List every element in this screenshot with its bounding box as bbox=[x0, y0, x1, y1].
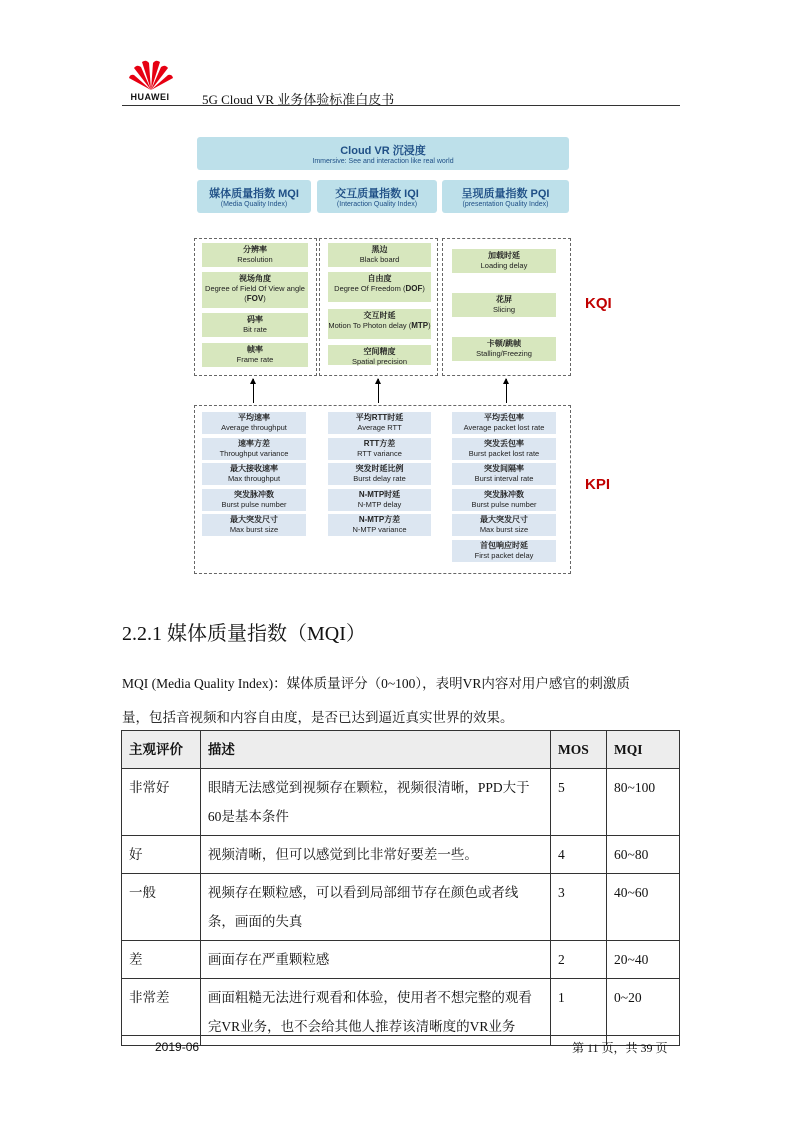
kpi-zh: 首包响应时延 bbox=[480, 540, 528, 550]
kqi-zh: 加载时延 bbox=[488, 251, 520, 260]
kpi-en: RTT variance bbox=[357, 448, 402, 458]
kqi-en: Frame rate bbox=[236, 355, 274, 364]
kqi-box bbox=[452, 293, 556, 317]
description-cell: 视频清晰，但可以感觉到比非常好要差一些。 bbox=[200, 836, 550, 874]
kqi-en: Stalling/Freezing bbox=[476, 349, 532, 358]
kqi-zh: 卡顿/跳帧 bbox=[486, 339, 522, 348]
description-cell: 画面粗糙无法进行观看和体验，使用者不想完整的观看完VR业务，也不会给其他人推荐该清晰度的VR业务 bbox=[200, 979, 550, 1046]
arrow-up bbox=[506, 379, 507, 403]
kpi-en: Burst interval rate bbox=[474, 474, 534, 483]
immersive-subtitle: Immersive: See and interaction like real world bbox=[312, 158, 454, 165]
index-band bbox=[442, 180, 569, 213]
col-header-rating: 主观评价 bbox=[122, 731, 201, 769]
kqi-en: Black board bbox=[359, 255, 400, 264]
description-cell: 眼睛无法感觉到视频存在颗粒，视频很清晰，PPD大于60是基本条件 bbox=[200, 769, 550, 836]
kqi-en: Spatial precision bbox=[351, 357, 408, 366]
mqi-rating-table bbox=[121, 730, 680, 1046]
kpi-zh: 平均速率 bbox=[238, 413, 270, 422]
document-title: 5G Cloud VR 业务体验标准白皮书 bbox=[202, 92, 395, 107]
mqi-cell: 60~80 bbox=[607, 836, 680, 874]
kqi-box bbox=[328, 345, 431, 365]
kpi-zh: 突发间隔率 bbox=[484, 464, 524, 473]
kpi-box bbox=[452, 540, 556, 562]
rating-cell: 非常好 bbox=[122, 769, 201, 836]
table-row bbox=[122, 836, 680, 874]
mos-cell: 4 bbox=[551, 836, 607, 874]
kqi-en: Motion To Photon delay bbox=[328, 321, 407, 330]
kpi-zh: 平均丢包率 bbox=[484, 413, 524, 422]
index-title: 交互质量指数 IQI bbox=[335, 188, 419, 200]
kpi-en: Burst pulse number bbox=[221, 499, 287, 509]
kpi-box bbox=[202, 489, 306, 511]
kqi-zh: 分辨率 bbox=[243, 245, 267, 254]
kpi-zh: 最大突发尺寸 bbox=[480, 515, 528, 524]
logo-text: HUAWEI bbox=[130, 92, 170, 102]
kpi-en: N-MTP delay bbox=[357, 499, 402, 509]
kqi-box bbox=[452, 249, 556, 273]
kqi-box bbox=[328, 243, 431, 267]
section-heading bbox=[122, 617, 366, 646]
kqi-en: Degree of Field Of View angle bbox=[205, 284, 305, 293]
table-row bbox=[122, 941, 680, 979]
immersive-band bbox=[197, 137, 569, 170]
kqi-zh: 花屏 bbox=[496, 295, 512, 304]
mos-cell: 3 bbox=[551, 874, 607, 941]
kpi-zh: 突发脉冲数 bbox=[484, 489, 524, 499]
description-cell: 视频存在颗粒感，可以看到局部细节存在颜色或者线条，画面的失真 bbox=[200, 874, 550, 941]
kqi-box: 视场角度 Degree of Field Of View angle (FOV) bbox=[202, 272, 308, 308]
kpi-zh: 最大突发尺寸 bbox=[230, 515, 278, 524]
kpi-en: Max burst size bbox=[479, 525, 529, 534]
footer-date: 2019-06 bbox=[155, 1040, 200, 1054]
kpi-en: Max burst size bbox=[229, 525, 279, 534]
kpi-zh: N-MTP时延 bbox=[358, 489, 401, 499]
index-title: 呈现质量指数 PQI bbox=[461, 188, 550, 200]
kpi-zh: RTT方差 bbox=[363, 438, 396, 448]
kpi-box bbox=[328, 438, 431, 460]
intro-line-1: MQI (Media Quality Index)：媒体质量评分（0~100），表明VR内容对用户感官的刺激质 bbox=[122, 676, 630, 691]
index-subtitle: (presentation Quality Index) bbox=[462, 201, 549, 208]
kqi-box: 自由度 Degree Of Freedom (DOF) bbox=[328, 272, 431, 302]
kqi-zh: 交互时延 bbox=[363, 311, 396, 320]
kpi-zh: 平均RTT时延 bbox=[355, 413, 404, 422]
col-header-desc: 描述 bbox=[200, 731, 550, 769]
kpi-box bbox=[452, 438, 556, 460]
kpi-en: Burst packet lost rate bbox=[468, 448, 540, 458]
kqi-box bbox=[452, 337, 556, 361]
kqi-abbr: DOF bbox=[405, 284, 423, 293]
kpi-zh: 速率方差 bbox=[238, 438, 270, 448]
kpi-box bbox=[328, 412, 431, 434]
col-header-mqi: MQI bbox=[607, 731, 680, 769]
kpi-zh: 最大接收速率 bbox=[230, 464, 278, 473]
kpi-box bbox=[452, 412, 556, 434]
kqi-zh: 视场角度 bbox=[239, 274, 271, 283]
index-subtitle: (Interaction Quality Index) bbox=[336, 201, 418, 208]
page-header bbox=[122, 58, 680, 106]
kqi-box bbox=[202, 343, 308, 367]
mos-cell: 5 bbox=[551, 769, 607, 836]
kpi-en: Average RTT bbox=[357, 423, 402, 432]
mqi-cell: 80~100 bbox=[607, 769, 680, 836]
table-row bbox=[122, 874, 680, 941]
kqi-zh: 黑边 bbox=[371, 245, 388, 254]
mqi-cell: 40~60 bbox=[607, 874, 680, 941]
kpi-en: Throughput variance bbox=[219, 448, 289, 458]
kpi-en: First packet delay bbox=[474, 550, 534, 560]
kqi-zh: 帧率 bbox=[247, 345, 263, 354]
kpi-en: Burst pulse number bbox=[471, 499, 537, 509]
kqi-kpi-diagram bbox=[190, 135, 612, 575]
kpi-zh: 突发脉冲数 bbox=[234, 489, 274, 499]
immersive-title: Cloud VR 沉浸度 bbox=[340, 145, 426, 157]
kpi-box bbox=[328, 463, 431, 485]
intro-line-2: 量，包括音视频和内容自由度，是否已达到逼近真实世界的效果。 bbox=[122, 710, 514, 725]
kpi-en: Average packet lost rate bbox=[463, 423, 545, 432]
table-row bbox=[122, 769, 680, 836]
kqi-zh: 码率 bbox=[247, 315, 263, 324]
kpi-box bbox=[452, 489, 556, 511]
rating-cell: 非常差 bbox=[122, 979, 201, 1046]
mqi-cell: 20~40 bbox=[607, 941, 680, 979]
kpi-box bbox=[202, 412, 306, 434]
kpi-en: Burst delay rate bbox=[353, 474, 406, 483]
kpi-box bbox=[452, 514, 556, 536]
section-number: 2.2.1 bbox=[122, 623, 162, 645]
kpi-box bbox=[328, 489, 431, 511]
kqi-en: Bit rate bbox=[243, 325, 267, 334]
kqi-box bbox=[202, 313, 308, 337]
mos-cell: 1 bbox=[551, 979, 607, 1046]
mos-cell: 2 bbox=[551, 941, 607, 979]
col-header-mos: MOS bbox=[551, 731, 607, 769]
section-title: 媒体质量指数（MQI） bbox=[167, 623, 366, 645]
kpi-box bbox=[202, 438, 306, 460]
kpi-box bbox=[328, 514, 431, 536]
kpi-zh: 突发时延比例 bbox=[355, 464, 404, 473]
kpi-box bbox=[452, 463, 556, 485]
kpi-en: Max throughput bbox=[227, 474, 281, 483]
kqi-en: Resolution bbox=[237, 255, 273, 264]
kpi-zh: N-MTP方差 bbox=[358, 515, 401, 524]
index-band bbox=[317, 180, 437, 213]
index-subtitle: (Media Quality Index) bbox=[220, 201, 288, 208]
kpi-en: Average throughput bbox=[221, 423, 287, 432]
kqi-zh: 空间精度 bbox=[363, 347, 396, 356]
rating-cell: 差 bbox=[122, 941, 201, 979]
index-title: 媒体质量指数 MQI bbox=[209, 188, 299, 200]
kqi-en: Degree Of Freedom bbox=[334, 284, 401, 293]
arrow-up bbox=[253, 379, 254, 403]
kqi-abbr: FOV bbox=[246, 294, 264, 303]
kqi-abbr: MTP bbox=[411, 321, 429, 330]
huawei-logo-icon bbox=[128, 58, 174, 92]
description-cell: 画面存在严重颗粒感 bbox=[200, 941, 550, 979]
rating-cell: 一般 bbox=[122, 874, 201, 941]
kqi-box: 交互时延 Motion To Photon delay (MTP) bbox=[328, 309, 431, 339]
index-band bbox=[197, 180, 311, 213]
kqi-zh: 自由度 bbox=[367, 274, 392, 283]
kpi-label: KPI bbox=[585, 476, 611, 493]
kqi-en: Slicing bbox=[492, 305, 516, 314]
footer-page-number: 第 11 页，共 39 页 bbox=[572, 1041, 668, 1055]
kpi-box bbox=[202, 514, 306, 536]
footer-rule bbox=[122, 1035, 680, 1036]
kpi-box bbox=[202, 463, 306, 485]
kqi-box bbox=[202, 243, 308, 267]
arrow-up bbox=[378, 379, 379, 403]
kpi-en: N-MTP variance bbox=[352, 525, 407, 534]
kqi-label: KQI bbox=[585, 295, 612, 312]
kqi-en: Loading delay bbox=[480, 261, 528, 270]
mqi-cell: 0~20 bbox=[607, 979, 680, 1046]
rating-cell: 好 bbox=[122, 836, 201, 874]
kpi-zh: 突发丢包率 bbox=[484, 438, 524, 448]
